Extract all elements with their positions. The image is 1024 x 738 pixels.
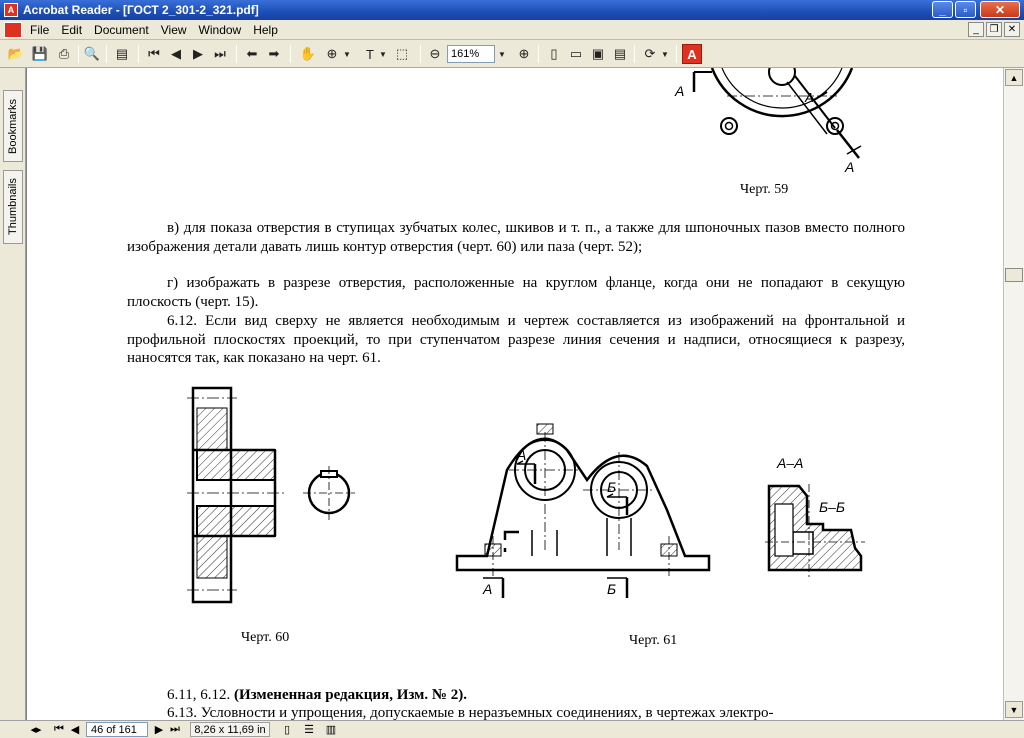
scroll-down-icon[interactable]: ▼	[1005, 701, 1023, 718]
maximize-button[interactable]: ▫	[955, 1, 976, 18]
doc-minimize-button[interactable]: _	[968, 22, 984, 37]
fit-width-icon[interactable]: ▤	[613, 46, 627, 61]
paragraph-6-12: 6.12. Если вид сверху не является необходимым и чертеж составляется из изображений на фронтальной и профильной плоскостях проекций, то при ступенчатом разрезе линия сечения и надписи, относящиеся к разрезу, наносятся так, как показано на черт. 61.	[127, 313, 905, 366]
hand-tool-icon[interactable]: ✋	[299, 46, 317, 61]
fit-visible-icon[interactable]: ▣	[591, 46, 605, 61]
figure-59-caption: Черт. 59	[740, 182, 789, 197]
scroll-thumb[interactable]	[1005, 268, 1023, 282]
acrobat-icon: A	[4, 3, 18, 17]
actual-size-icon[interactable]: ▯	[550, 46, 558, 61]
menu-document[interactable]: Document	[94, 22, 149, 37]
text-select-tool-icon[interactable]: T	[366, 46, 374, 62]
go-back-icon[interactable]: ⬅	[246, 46, 258, 61]
document-icon[interactable]	[4, 22, 22, 38]
menu-edit[interactable]: Edit	[61, 22, 83, 37]
status-prev-page-icon[interactable]: ◀	[70, 724, 80, 736]
doc-close-button[interactable]: ✕	[1004, 22, 1020, 37]
menu-view[interactable]: View	[160, 22, 187, 37]
open-icon[interactable]: 📂	[7, 46, 25, 61]
toolbar	[0, 40, 1024, 68]
page-number-field[interactable]: 46 of 161	[86, 722, 148, 737]
figure-61-drawing	[447, 380, 872, 620]
status-first-page-icon[interactable]: ⏮	[54, 723, 64, 735]
paragraph-v: в) для показа отверстия в ступицах зубчатых колес, шкивов и т. п., а также для шпоночных пазов вместо полного изображения детали давать лишь контур отверстия (черт. 60) или паза (черт. 52);	[127, 220, 905, 255]
figure-61-label-b-top: Б	[607, 479, 617, 495]
paragraph-g: г) изображать в разрезе отверстия, расположенные на круглом фланце, когда они не попадают в секущую плоскость (черт. 15).	[127, 275, 905, 310]
page-size-label: 8,26 x 11,69 in	[190, 722, 270, 737]
menu-bar	[0, 20, 1024, 40]
figure-61-label-a-bottom: A	[483, 581, 493, 597]
window-title: Acrobat Reader - [ГОСТ 2_301-2_321.pdf]	[23, 3, 259, 17]
figure-61-label-aa: A–A	[777, 455, 804, 471]
split-pane-icon[interactable]: ◂▸	[30, 724, 42, 736]
facing-icon[interactable]: ▥	[325, 724, 337, 736]
figure-59-label-a-right: A	[845, 159, 855, 175]
status-last-page-icon[interactable]: ⏭	[170, 723, 180, 735]
close-button[interactable]: ✕	[980, 1, 1020, 18]
figure-60-drawing	[177, 386, 357, 608]
find-icon[interactable]: 🔍	[83, 46, 101, 61]
status-bar	[0, 720, 1024, 738]
vertical-scrollbar[interactable]	[1003, 68, 1024, 720]
graphics-select-tool-icon[interactable]: ⬚	[395, 46, 409, 61]
show-navigation-icon[interactable]: ▤	[115, 46, 129, 61]
title-bar	[0, 0, 1024, 20]
rotate-view-icon[interactable]: ⟳	[644, 46, 656, 61]
figure-60-caption: Черт. 60	[241, 630, 290, 645]
thumbnails-tab[interactable]: Thumbnails	[3, 170, 23, 244]
paragraph-6-13: 6.13. Условности и упрощения, допускаемые в неразъемных соединениях, в чертежах электро-	[167, 705, 774, 720]
text-select-dropdown-icon[interactable]: ▼	[379, 49, 387, 59]
previous-page-icon[interactable]: ◀	[171, 46, 181, 61]
last-page-icon[interactable]: ⏭	[214, 46, 226, 61]
figure-61-label-b-bottom: Б	[607, 581, 617, 597]
adobe-logo-icon[interactable]: A	[682, 44, 702, 64]
continuous-icon[interactable]: ☰	[304, 724, 314, 736]
menu-window[interactable]: Window	[198, 22, 242, 37]
rotate-dropdown-icon[interactable]: ▼	[661, 49, 669, 59]
document-view[interactable]	[26, 68, 1003, 720]
navigation-pane	[0, 68, 26, 720]
edit-note-number: 6.11, 6.12.	[167, 687, 231, 703]
zoom-input[interactable]: 161%	[447, 45, 495, 63]
edit-note-bold: (Измененная редакция, Изм. № 2).	[233, 687, 467, 703]
zoom-out-icon[interactable]: ⊖	[429, 46, 441, 61]
scroll-up-icon[interactable]: ▲	[1005, 69, 1023, 86]
zoom-in-tool-icon[interactable]: ⊕	[326, 46, 338, 61]
figure-59-label-a-center: A	[805, 90, 814, 105]
figure-61-label-a-top: A	[517, 447, 527, 463]
print-icon[interactable]: ⎙	[58, 46, 70, 61]
menu-file[interactable]: File	[30, 22, 50, 37]
figure-61-caption: Черт. 61	[629, 633, 678, 648]
zoom-tool-dropdown-icon[interactable]: ▼	[343, 49, 351, 59]
go-forward-icon[interactable]: ➡	[268, 46, 280, 61]
fit-page-icon[interactable]: ▭	[569, 46, 583, 61]
paragraph-edit-note	[167, 686, 667, 705]
figure-61-label-bb: Б–Б	[819, 499, 846, 515]
zoom-dropdown-icon[interactable]: ▼	[498, 49, 506, 59]
zoom-in-icon[interactable]: ⊕	[518, 46, 530, 61]
figure-59-label-a: A	[675, 83, 685, 99]
minimize-button[interactable]: _	[932, 1, 953, 18]
save-icon[interactable]: 💾	[31, 46, 49, 61]
doc-restore-button[interactable]: ❐	[986, 22, 1002, 37]
figure-59-drawing	[667, 68, 907, 180]
next-page-icon[interactable]: ▶	[193, 46, 203, 61]
first-page-icon[interactable]: ⏮	[148, 46, 160, 61]
single-page-icon[interactable]: ▯	[283, 724, 291, 736]
bookmarks-tab[interactable]: Bookmarks	[3, 90, 23, 162]
menu-help[interactable]: Help	[253, 22, 278, 37]
status-next-page-icon[interactable]: ▶	[154, 724, 164, 736]
